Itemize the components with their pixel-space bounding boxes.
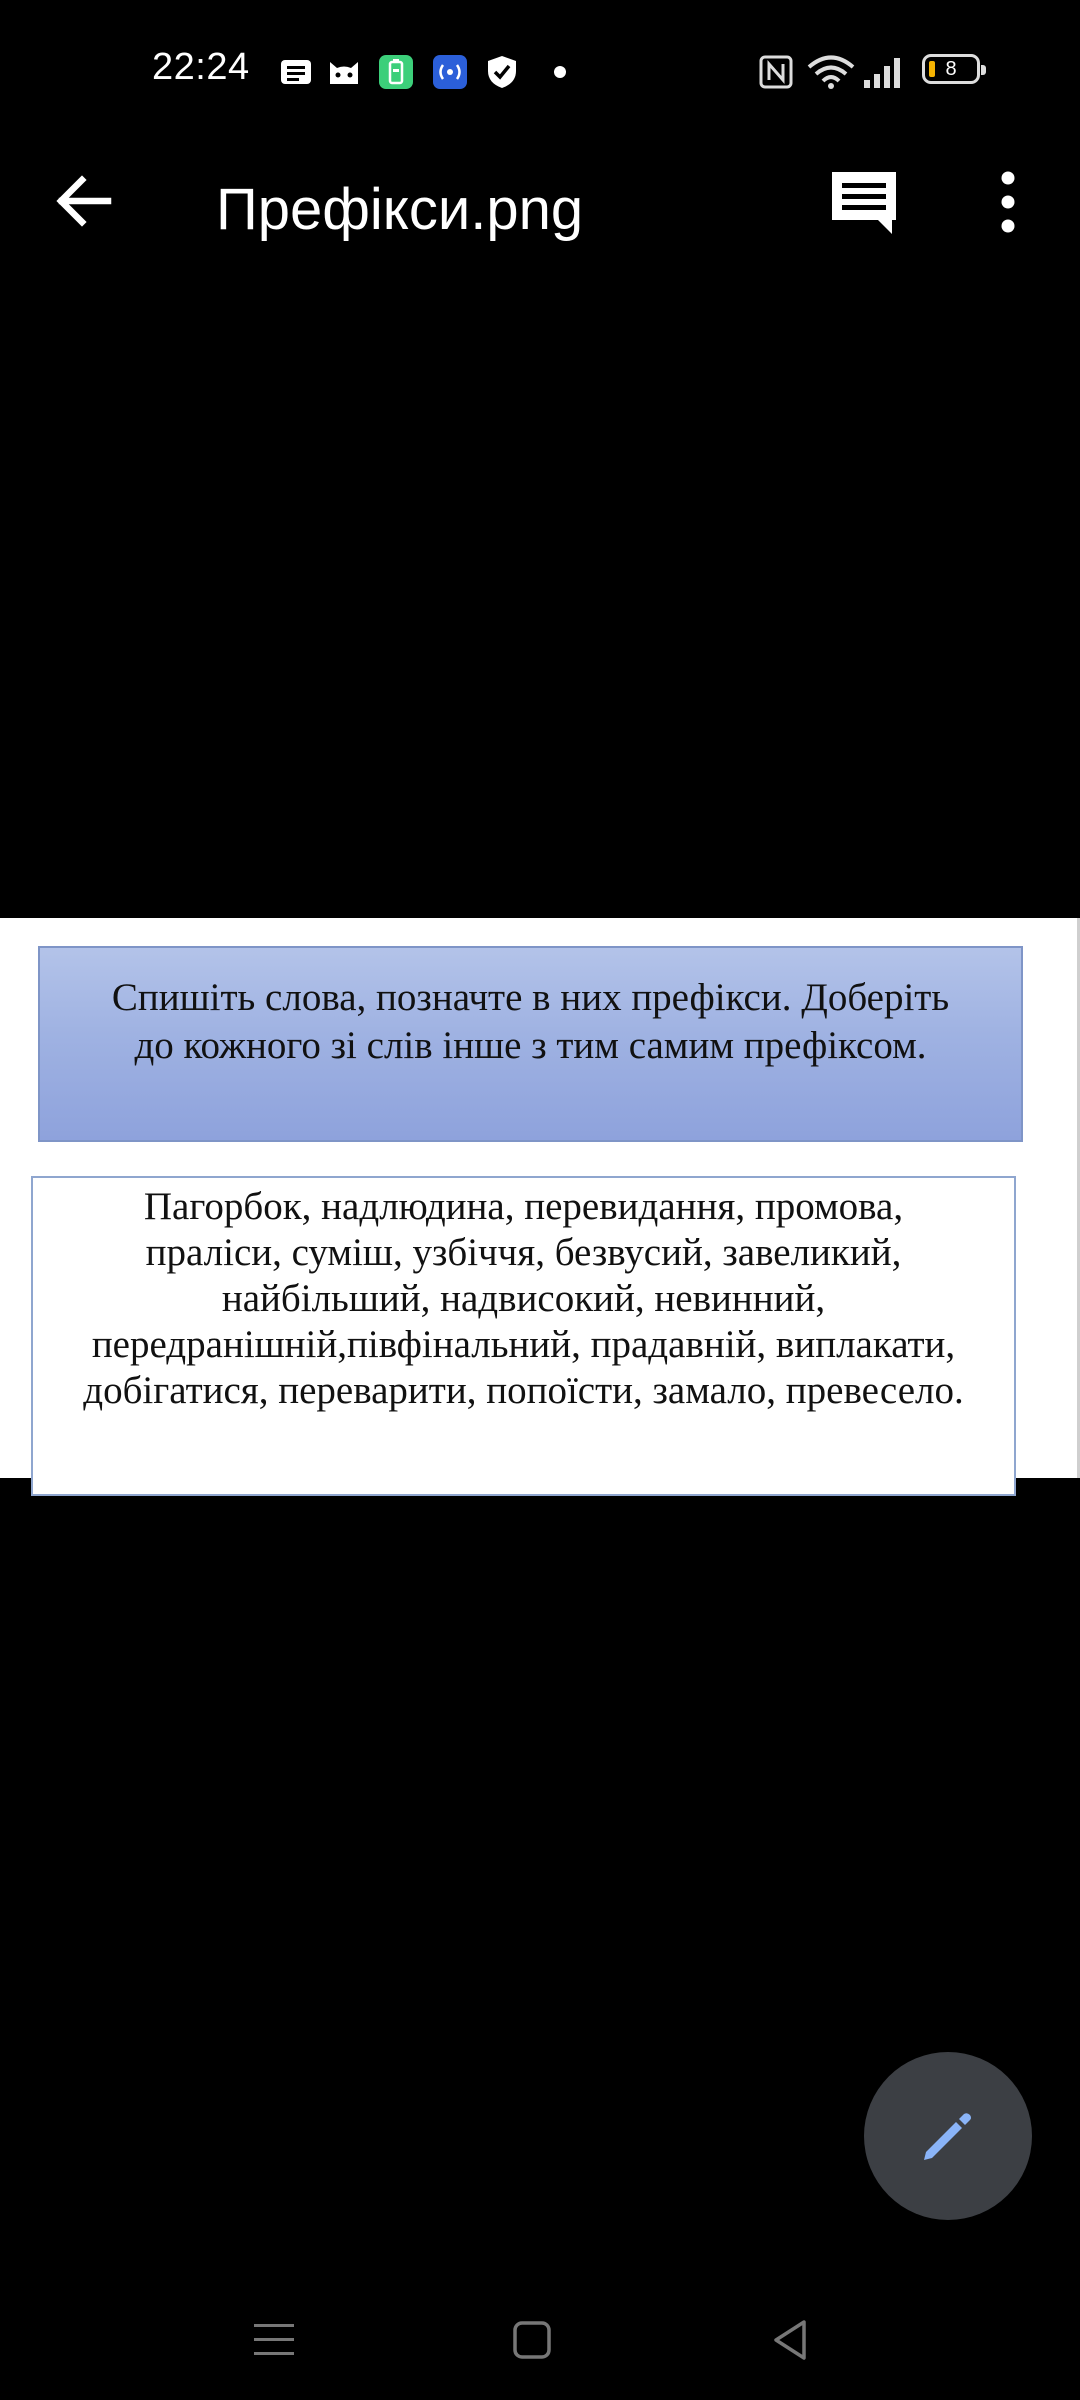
task-box	[38, 946, 1023, 1142]
app-bar	[0, 140, 1080, 280]
task-line: Спишіть слова, позначте в них префікси. Доберіть	[111, 976, 950, 1019]
battery-level: 8	[945, 58, 957, 80]
more-vert-icon[interactable]	[984, 164, 1032, 240]
system-nav-bar	[0, 2280, 1080, 2400]
signal-icon	[862, 54, 904, 90]
wifi-icon	[806, 54, 856, 90]
back-arrow-icon[interactable]	[50, 166, 120, 236]
nfc-icon	[758, 54, 794, 90]
menu-icon[interactable]	[244, 2310, 304, 2370]
shield-check-icon	[484, 54, 520, 90]
words-box	[31, 1176, 1016, 1496]
edit-fab-button[interactable]	[864, 2052, 1032, 2220]
comment-icon[interactable]	[826, 164, 902, 240]
image-preview[interactable]	[0, 918, 1080, 1478]
words-line: праліси, суміш, узбіччя, безвусий, завеликий,	[145, 1231, 902, 1274]
back-icon[interactable]	[760, 2310, 820, 2370]
home-icon[interactable]	[502, 2310, 562, 2370]
battery-saver-icon	[378, 54, 414, 90]
page-title: Префікси.png	[216, 177, 584, 242]
hotspot-icon	[432, 54, 468, 90]
words-line: передранішній,півфінальний, прадавній, виплакати,	[91, 1323, 956, 1366]
message-icon	[278, 54, 314, 90]
words-line: найбільший, надвисокий, невинний,	[221, 1277, 826, 1320]
edit-pencil-icon	[916, 2104, 980, 2168]
words-line: Пагорбок, надлюдина, перевидання, промова,	[143, 1185, 904, 1228]
battery-icon	[922, 54, 980, 84]
dot-icon	[548, 54, 584, 90]
words-line: добігатися, переварити, попоїсти, замало, превесело.	[83, 1369, 964, 1412]
task-line: до кожного зі слів інше з тим самим префіксом.	[134, 1024, 927, 1067]
cat-app-icon	[326, 54, 362, 90]
status-bar	[0, 0, 1080, 140]
status-time: 22:24	[152, 46, 250, 88]
